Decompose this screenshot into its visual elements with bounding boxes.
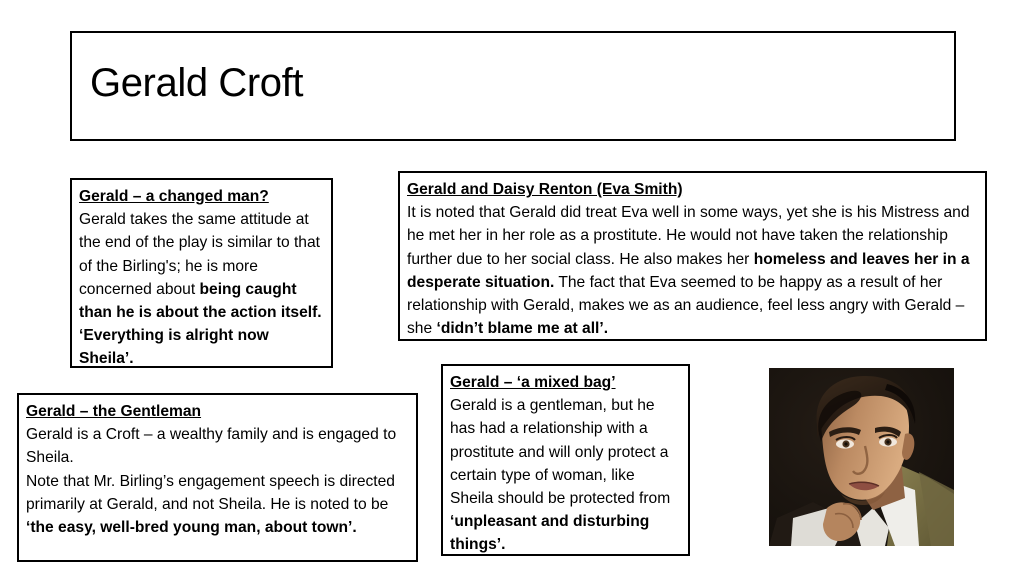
gentleman-heading: Gerald – the Gentleman xyxy=(26,403,202,420)
daisy-renton-paragraph xyxy=(407,178,978,340)
gentleman-text-part2: Note that Mr. Birling’s engagement speech is directed primarily at Gerald, and not Sheila. He is noted to be xyxy=(26,472,395,513)
changed-man-heading: Gerald – a changed man? xyxy=(79,188,269,205)
textbox-gerald-the-gentleman xyxy=(17,393,418,562)
mixed-bag-text-part1: Gerald is a gentleman, but he has had a relationship with a prostitute and will only protect a certain type of woman, like Sheila should be protected from xyxy=(450,397,671,508)
daisy-renton-heading: Gerald and Daisy Renton (Eva Smith) xyxy=(407,181,683,198)
gentleman-text-part1: Gerald is a Croft – a wealthy family and is engaged to Sheila. xyxy=(26,426,397,467)
mixed-bag-paragraph xyxy=(450,371,681,557)
gentleman-paragraph-1 xyxy=(26,400,409,470)
textbox-gerald-a-mixed-bag xyxy=(441,364,690,556)
title-box xyxy=(70,31,956,141)
mixed-bag-heading: Gerald – ‘a mixed bag’ xyxy=(450,374,616,391)
textbox-gerald-a-changed-man xyxy=(70,178,333,368)
textbox-gerald-and-daisy-renton xyxy=(398,171,987,341)
daisy-renton-text-bold2: ‘didn’t blame me at all’. xyxy=(436,320,609,338)
gentleman-paragraph-2 xyxy=(26,470,409,540)
gerald-portrait-photo xyxy=(769,368,954,546)
page-title: Gerald Croft xyxy=(90,61,304,105)
daisy-renton-text-bold1: homeless and leaves her in a desperate situation. xyxy=(407,250,970,291)
daisy-renton-text-part1: It is noted that Gerald did treat Eva well in some ways, yet she is his Mistress and he met her in her role as a prostitute. He would not have taken the relationship further due to her social class. He also makes her xyxy=(407,204,970,268)
changed-man-body-bold: being caught than he is about the action itself. ‘Everything is alright now Sheila’. xyxy=(79,280,322,368)
changed-man-paragraph xyxy=(79,185,324,371)
portrait-illustration xyxy=(769,368,954,546)
changed-man-body-plain: Gerald takes the same attitude at the end of the play is similar to that of the Birling's; he is more concerned about xyxy=(79,211,320,298)
mixed-bag-text-bold1: ‘unpleasant and disturbing things’. xyxy=(450,513,650,554)
gentleman-text-bold1: ‘the easy, well-bred young man, about town’. xyxy=(26,519,357,537)
daisy-renton-text-part2: The fact that Eva seemed to be happy as a result of her relationship with Gerald, makes we as an audience, feel less angry with Gerald – she xyxy=(407,273,965,338)
